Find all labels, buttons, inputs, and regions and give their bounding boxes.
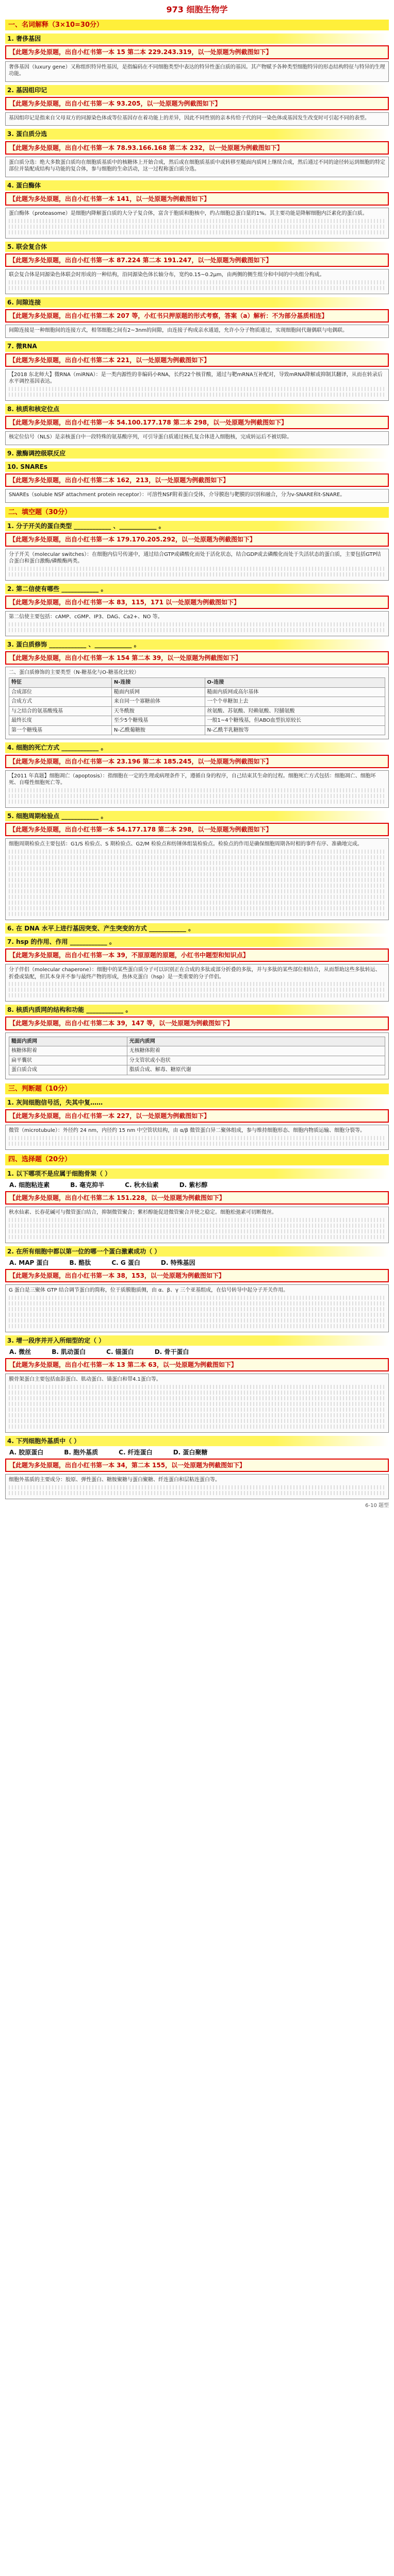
hint-4-1: 【此题为多处原题，出自小红书第二本 151.228，以一处原题为例截图如下】: [5, 1191, 389, 1205]
hint-4-2: 【此题为多处原题，出自小红书第一本 38，153，以一处原题为例截图如下】: [5, 1269, 389, 1282]
table-row: 第一个糖残基 N-乙酰葡糖胺 N-乙酰半乳糖胺等: [9, 725, 385, 735]
excerpt-4-1: 秋水仙素、长春花碱可与微管蛋白结合，抑制微管聚合；紫杉醇能促进微管聚合并使之稳定。细胞松弛素可切断微丝。: [5, 1207, 389, 1243]
table-row: 扁平囊状 分支管状或小泡状: [9, 1056, 385, 1065]
table-row: 与之结合的氨基酸残基 天冬酰胺 丝氨酸、苏氨酸、羟赖氨酸、羟脯氨酸: [9, 706, 385, 716]
question-3-1: 1. 灰间细胞信号活，失其中复……: [5, 1097, 389, 1108]
excerpt-1-4: 蛋白酶体（proteasome）是细胞内降解蛋白质的大分子复合体，富含于胞质和胞核中，约占细胞总蛋白量的1%。其主要功能是降解细胞内泛素化的蛋白质。: [5, 208, 389, 239]
hint-2-1: 【此题为多处原题，出自小红书第一本 179.170.205.292，以一处原题为例截图如下】: [5, 533, 389, 546]
hint-2-4: 【此题为多处原题，出自小红书第一本 23.196 第二本 185.245，以一处原题为例截图如下】: [5, 755, 389, 768]
excerpt-2-4: 【2011 年真题】细胞凋亡（apoptosis）：指细胞在一定的生理或病理条件下，遵循自身的程序，自己结束其生命的过程。细胞死亡方式包括：细胞凋亡、细胞坏死、自噬性细胞死亡等。: [5, 770, 389, 808]
hint-1-6: 【此题为多处原题，出自小红书第二本 207 等，小红书只押原题的形式考察，答案（a）解析：不为部分基质相连】: [5, 309, 389, 323]
choice-d: D. 特殊基因: [160, 1259, 195, 1266]
hint-1-1: 【此题为多处原题，出自小红书第一本 15 第二本 229.243.319，以一处原题为例截图如下】: [5, 45, 389, 59]
question-2-7: 7. hsp 的作用、作用 ____________ 。: [5, 937, 389, 947]
hint-2-5: 【此题为多处原题，出自小红书第一本 54.177.178 第二本 298，以一处原题为例截图如下】: [5, 823, 389, 836]
choice-d: D. 蛋白聚糖: [173, 1448, 208, 1456]
hint-1-7: 【此题为多处原题，出自小红书第二本 221，以一处原题为例截图如下】: [5, 353, 389, 367]
table-header: N-连接: [111, 678, 205, 688]
choices-4-3: [5, 1348, 389, 1356]
question-1-10: 10. SNAREs: [5, 462, 389, 472]
excerpt-1-3: 蛋白质分选：绝大多数蛋白质均在细胞质基质中的核糖体上开始合成，然后或在细胞质基质中或转移至糙面内质网上继续合成，然后通过不同的途径转运到细胞的特定部位并装配成结构与功能的复合体，参与细胞的生命活动，这一过程称蛋白质分选。: [5, 157, 389, 177]
hint-1-4: 【此题为多处原题，出自小红书第一本 141，以一处原题为例截图如下】: [5, 192, 389, 206]
excerpt-2-3: [5, 667, 389, 740]
choices-4-4: [5, 1448, 389, 1456]
hint-2-3: 【此题为多处原题，出自小红书第一本 154 第二本 39，以一处原题为例截图如下】: [5, 651, 389, 665]
choice-c: C. G 蛋白: [111, 1259, 140, 1266]
table-row: 最终长度 至少5个糖残基 一般1~4个糖残基，但ABO血型抗原较长: [9, 716, 385, 726]
excerpt-2-7: 分子伴侣（molecular chaperone）：细胞中的某些蛋白质分子可以识别正在合成的多肽或部分折叠的多肽，并与多肽的某些部位相结合，从而帮助这些多肽转运、折叠或装配，但其本身并不参与最终产物的形成，热休克蛋白（hsp）是一类重要的分子伴侣。: [5, 964, 389, 1002]
page-footer: 6-10 题型: [365, 1502, 389, 1509]
table-header: O-连接: [205, 678, 385, 688]
table-row: 核糖体附着 无核糖体附着: [9, 1046, 385, 1056]
question-1-1: 1. 奢侈基因: [5, 33, 389, 44]
excerpt-2-2: 第二信使主要包括：cAMP、cGMP、IP3、DAG、Ca2+、NO 等。: [5, 611, 389, 636]
excerpt-4-4: 细胞外基质的主要成分：胶原、弹性蛋白、糖胺聚糖与蛋白聚糖、纤连蛋白和层粘连蛋白等。: [5, 1474, 389, 1499]
question-1-3: 3. 蛋白质分选: [5, 129, 389, 139]
choice-d: D. 紫杉醇: [179, 1181, 208, 1189]
hint-4-3: 【此题为多处原题，出自小红书第一本 13 第二本 63，以一处原题为例截图如下】: [5, 1358, 389, 1371]
section-header-2: 二、填空题（30分）: [5, 507, 389, 518]
hint-1-10: 【此题为多处原题，出自小红书第二本 162，213，以一处原题为例截图如下】: [5, 473, 389, 487]
choice-c: C. 锚蛋白: [106, 1348, 134, 1355]
choices-4-1: [5, 1181, 389, 1189]
page-title: 973 细胞生物学: [166, 5, 228, 14]
hint-3-1: 【此题为多处原题，出自小红书第一本 227，以一处原题为例截图如下】: [5, 1109, 389, 1123]
excerpt-1-1: 奢侈基因（luxury gene）又称组织特异性基因，是指编码在不同细胞类型中表达的特异性蛋白质的基因。其产物赋予各种类型细胞特异的形态结构特征与特异的生理功能。: [5, 61, 389, 82]
question-4-1: 1. 以下哪项不是应属于细胞骨架（ ）: [5, 1168, 389, 1179]
excerpt-1-8: 核定位信号（NLS）是亲核蛋白中一段特殊的氨基酸序列，可引导蛋白质通过核孔复合体进入细胞核，完成转运后不被切除。: [5, 431, 389, 445]
excerpt-2-1: 分子开关（molecular switches）：在细胞内信号传递中，通过结合GTP或磷酸化而处于活化状态，结合GDP或去磷酸化而处于失活状态的蛋白质，主要包括GTP结合蛋白和蛋白激酶/磷酸酶两类。: [5, 549, 389, 581]
choice-a: A. 细胞粘连素: [9, 1181, 50, 1189]
question-2-1: 1. 分子开关的蛋白类型 ____________ 、____________ 。: [5, 521, 389, 531]
choice-d: D. 骨干蛋白: [154, 1348, 189, 1355]
table-title: 二、蛋白质修饰的主要类型（N-糖基化与O-糖基化比较）: [9, 669, 139, 675]
table-row: 蛋白质合成 脂质合成、解毒、糖原代谢: [9, 1065, 385, 1075]
hint-1-2: 【此题为多处原题，出自小红书第一本 93.205，以一处原题为例截图如下】: [5, 97, 389, 110]
excerpt-1-5: 联会复合体是同源染色体联会时形成的一种结构，沿同源染色体长轴分布，宽约0.15~0.2μm，由两侧的侧生组分和中间的中央组分构成。: [5, 269, 389, 294]
excerpt-4-3: 膜骨架蛋白主要包括血影蛋白、肌动蛋白、锚蛋白和带4.1蛋白等。: [5, 1374, 389, 1433]
table-header: 糙面内质网: [9, 1037, 127, 1046]
hint-2-2: 【此题为多处原题，出自小红书第一本 83，115，171 以一处原题为例截图如下】: [5, 596, 389, 609]
choice-b: B. 胞外基质: [64, 1448, 98, 1456]
table-row: 合成方式 来自同一个寡糖前体 一个个单糖加上去: [9, 697, 385, 707]
question-1-6: 6. 间隙连接: [5, 297, 389, 308]
excerpt-1-7: 【2018 东北师大】微RNA（miRNA）：是一类内源性的非编码小RNA，长约22个核苷酸，通过与靶mRNA互补配对，导致mRNA降解或抑制其翻译，从而在转录后水平调控基因表达。: [5, 369, 389, 401]
excerpt-1-2: 基因组印记是指来自父母双方的同源染色体或等位基因存在着功能上的差异，因此不同性别的亲本传给子代的同一染色体或基因发生改变时可引起不同的表型。: [5, 112, 389, 126]
hint-2-7: 【此题为多处原题，出自小红书第一本 39，不原原题的原题，小红书中题型和知识点】: [5, 948, 389, 962]
choice-c: C. 秋水仙素: [125, 1181, 159, 1189]
excerpt-1-10: SNAREs（soluble NSF attachment protein receptor）：可溶性NSF附着蛋白受体，介导膜泡与靶膜的识别和融合，分为v-SNARE和t-SNARE。: [5, 489, 389, 503]
hint-1-3: 【此题为多处原题，出自小红书第一本 78.93.166.168 第二本 232，以一处原题为例截图如下】: [5, 141, 389, 155]
hint-1-5: 【此题为多处原题，出自小红书第一本 87.224 第二本 191.247，以一处原题为例截图如下】: [5, 253, 389, 267]
choice-a: A. MAP 蛋白: [9, 1259, 49, 1266]
question-2-8: 8. 核质内质网的结构和功能 ____________ 。: [5, 1005, 389, 1015]
question-1-5: 5. 联会复合体: [5, 242, 389, 252]
choice-b: B. 肌动蛋白: [52, 1348, 86, 1355]
table-header: 光面内质网: [127, 1037, 385, 1046]
choice-a: A. 胶原蛋白: [9, 1448, 44, 1456]
section-header-3: 三、判断题（10分）: [5, 1083, 389, 1095]
question-1-2: 2. 基因组印记: [5, 85, 389, 95]
hint-2-8: 【此题为多处原题，出自小红书第二本 39，147 等，以一处原题为例截图如下】: [5, 1016, 389, 1030]
excerpt-2-5: 细胞周期检验点主要包括：G1/S 检验点、S 期检验点、G2/M 检验点和纺锤体组装检验点。检验点的作用是确保细胞周期各时相的事件有序、准确地完成。: [5, 838, 389, 920]
excerpt-4-2: G 蛋白是三聚体 GTP 结合调节蛋白的简称，位于质膜胞质侧，由 α、β、γ 三个亚基组成，在信号转导中起分子开关作用。: [5, 1284, 389, 1332]
choices-4-2: [5, 1259, 389, 1267]
er-table: [9, 1037, 385, 1075]
excerpt-3-1: 微管（microtubule）：外径约 24 nm，内径约 15 nm 中空管状结构，由 α/β 微管蛋白异二聚体组成，参与维持细胞形态、细胞内物质运输、细胞分裂等。: [5, 1125, 389, 1150]
question-2-3: 3. 蛋白质修饰 ____________ 、____________ 。: [5, 639, 389, 650]
question-1-4: 4. 蛋白酶体: [5, 180, 389, 191]
section-header-4: 四、选择题（20分）: [5, 1154, 389, 1165]
excerpt-2-8: [5, 1032, 389, 1079]
choice-b: B. 毫克抑半: [70, 1181, 105, 1189]
table-header: 特征: [9, 678, 112, 688]
question-2-5: 5. 细胞周期检验点 ____________ 。: [5, 811, 389, 821]
choice-b: B. 酪肽: [69, 1259, 91, 1266]
question-1-9: 9. 激酶调控级联反应: [5, 448, 389, 459]
question-2-4: 4. 细胞的死亡方式 ____________ 。: [5, 742, 389, 753]
question-4-3: 3. 增一段序并开入所细型的定（ ）: [5, 1335, 389, 1346]
excerpt-1-6: 间隙连接是一种细胞间的连接方式，相邻细胞之间有2~3nm的间隙，由连接子构成亲水通道，允许小分子物质通过，实现细胞间代谢偶联与电偶联。: [5, 325, 389, 338]
question-2-2: 2. 第二信使有哪些 ____________ 。: [5, 584, 389, 594]
section-header-1: 一、名词解释（3×10=30分）: [5, 20, 389, 31]
hint-4-4: 【此题为多处原题，出自小红书第一本 34，第二本 155，以一处原题为例截图如下】: [5, 1459, 389, 1472]
choice-c: C. 纤连蛋白: [119, 1448, 153, 1456]
question-4-4: 4. 下列细胞外基质中（ ）: [5, 1436, 389, 1446]
question-1-7: 7. 微RNA: [5, 341, 389, 351]
table-row: 合成部位 糙面内质网 糙面内质网或高尔基体: [9, 687, 385, 697]
glycosylation-table: [9, 677, 385, 735]
question-2-6: 6. 在 DNA 水平上进行基因突变、产生突变的方式 ____________ 。: [5, 923, 389, 934]
question-4-2: 2. 在所有细胞中都以第一位的哪一个蛋白激素成功（ ）: [5, 1246, 389, 1257]
hint-1-8: 【此题为多处原题，出自小红书第一本 54.100.177.178 第二本 298，以一处原题为例截图如下】: [5, 416, 389, 429]
question-1-8: 8. 核质和核定位点: [5, 404, 389, 414]
choice-a: A. 微丝: [9, 1348, 31, 1355]
